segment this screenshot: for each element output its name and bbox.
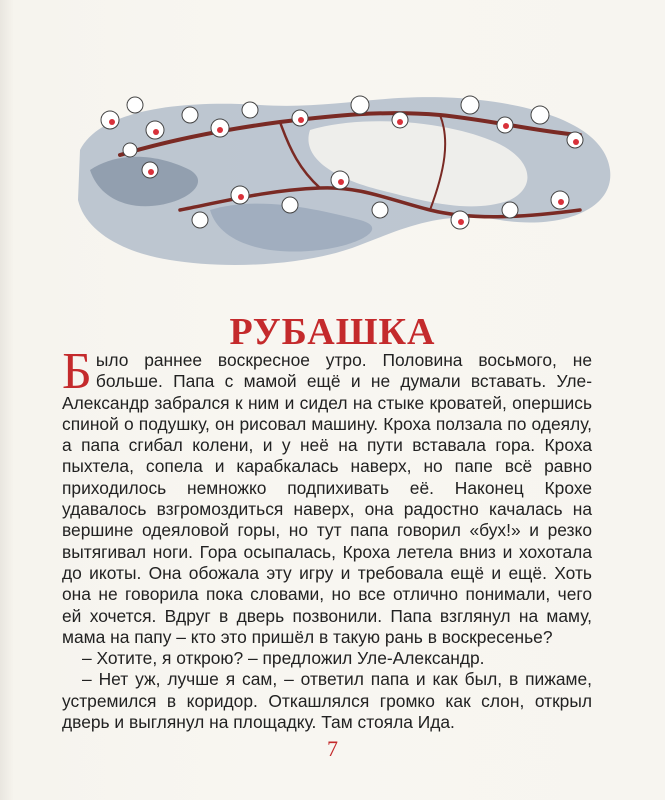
chapter-body xyxy=(62,343,592,733)
blossom-branch-illustration xyxy=(60,60,620,300)
paragraph-1-text: ыло раннее воскресное утро. Половина восьмого, не больше. Папа с мамой ещё и не думали вставать. Уле-Александр забрался к ним и сидел на стыке кроватей, опершись спиной о подушку, он рисовал машину. Кроха ползала по одеялу, а папа сгибал колени, и у неё на пути вставала гора. Кроха пыхтела, сопела и карабкалась наверх, но папе всё равно приходилось немножко подпихивать её. Наконец Крохе удавалось взгромоздиться наверх, она радостно качалась на вершине одеяловой горы, но тут папа говорил «бух!» и резко вытягивал ноги. Гора осыпалась, Кроха летела вниз и хохотала до икоты. Она обожала эту игру и требовала ещё и ещё. Хоть она не говорила пока словами, но все отлично понимали, чего ей хочется. Вдруг в дверь позвонили. Папа взглянул на маму, мама на папу – кто это пришёл в такую рань в воскресенье? xyxy=(62,350,592,647)
paragraph-1 xyxy=(62,343,592,648)
chapter-title: РУБАШКА xyxy=(229,311,436,353)
drop-cap: Б xyxy=(62,343,92,400)
page-number: 7 xyxy=(327,736,338,761)
paragraph-2: – Хотите, я открою? – предложил Уле-Александр. xyxy=(82,648,485,669)
paragraph-3: – Нет уж, лучше я сам, – ответил папа и как был, в пижаме, устремился в коридор. Откашлялся громко как слон, открыл дверь и выглянул на площадку. Там стояла Ида. xyxy=(62,669,592,733)
